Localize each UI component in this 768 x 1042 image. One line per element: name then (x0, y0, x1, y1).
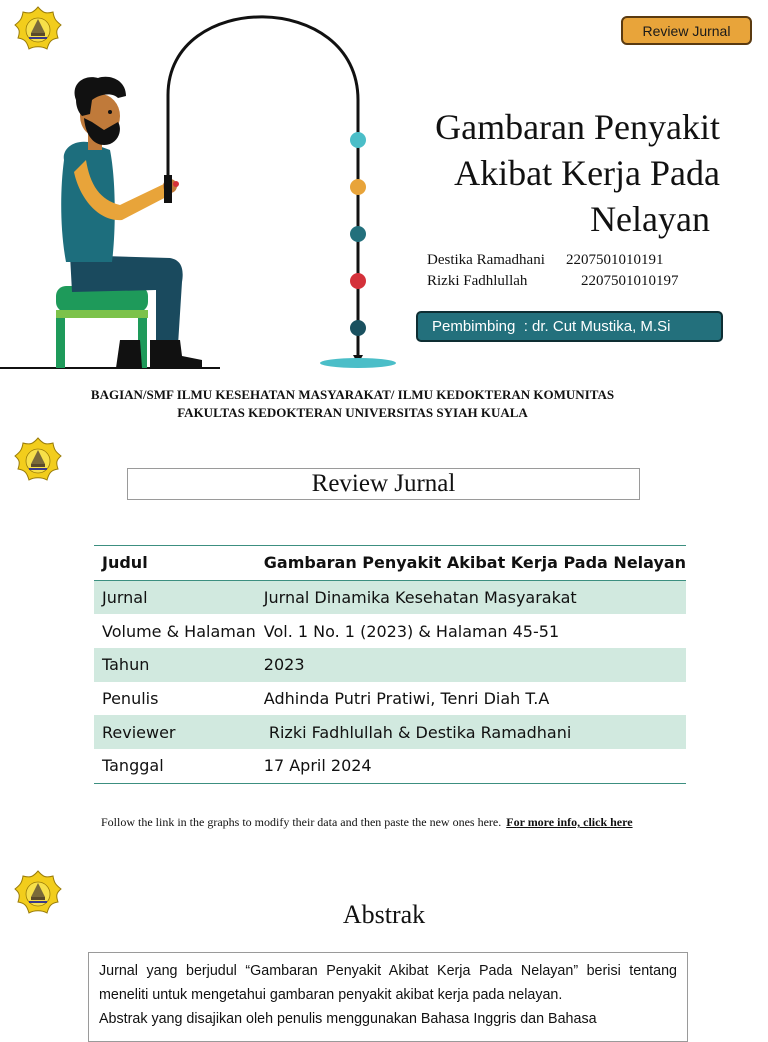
table-value: Rizki Fadhlullah & Destika Ramadhani (256, 715, 686, 749)
table-key: Penulis (102, 689, 159, 709)
abstrak-heading: Abstrak (342, 900, 426, 929)
footnote-text: Follow the link in the graphs to modify their data and then paste the new ones here. (101, 815, 502, 829)
title-line: Gambaran Penyakit (435, 107, 720, 147)
author-name: Rizki Fadhlullah (427, 273, 528, 289)
abstrak-paragraph: Jurnal yang berjudul “Gambaran Penyakit Akibat Kerja Pada Nelayan” berisi tentang meneliti untuk mengetahui gambaran penyakit akibat kerja pada nelayan. (99, 963, 677, 1003)
pembimbing-badge: Pembimbing : dr. Cut Mustika, M.Si (416, 311, 723, 342)
table-key: Reviewer (94, 715, 256, 749)
table-row (94, 715, 686, 749)
table-key: Tahun (94, 648, 256, 682)
footnote (101, 815, 633, 830)
review-heading: Review Jurnal (127, 468, 640, 500)
institution-line: BAGIAN/SMF ILMU KESEHATAN MASYARAKAT/ ILMU KEDOKTERAN KOMUNITAS (90, 387, 615, 402)
table-value: Adhinda Putri Pratiwi, Tenri Diah T.A (263, 689, 550, 709)
table-key: Volume & Halaman (102, 621, 256, 641)
table-key: Tanggal (94, 749, 256, 783)
abstrak-box (88, 952, 688, 1042)
university-logo-icon (14, 437, 62, 485)
title-line: Nelayan (590, 199, 710, 239)
table-value: Vol. 1 No. 1 (2023) & Halaman 45-51 (263, 621, 560, 641)
fisherman-illustration-icon (0, 0, 410, 375)
table-row (94, 580, 686, 614)
table-row (94, 614, 686, 648)
more-info-link[interactable]: For more info, click here (506, 815, 633, 829)
table-row (94, 682, 686, 716)
table-row (94, 648, 686, 682)
table-value: Gambaran Penyakit Akibat Kerja Pada Nelayan (256, 546, 686, 581)
table-key: Judul (94, 546, 256, 581)
author-list (427, 250, 679, 292)
table-value: 2023 (256, 648, 686, 682)
author-name: Destika Ramadhani (427, 252, 545, 268)
table-key: Jurnal (94, 580, 256, 614)
table-row (94, 546, 686, 581)
title-line: Akibat Kerja Pada (454, 153, 720, 193)
table-value: Jurnal Dinamika Kesehatan Masyarakat (256, 580, 686, 614)
author-nim: 2207501010197 (581, 273, 679, 289)
table-row (94, 749, 686, 783)
abstrak-paragraph: Abstrak yang disajikan oleh penulis menggunakan Bahasa Inggris dan Bahasa (99, 1011, 597, 1027)
author-nim: 2207501010191 (566, 252, 664, 268)
author-row (427, 271, 679, 292)
page-title (380, 104, 720, 242)
institution-line: FAKULTAS KEDOKTERAN UNIVERSITAS SYIAH KUALA (177, 405, 528, 420)
author-row (427, 250, 679, 271)
table-value: 17 April 2024 (256, 749, 686, 783)
review-table (94, 545, 686, 784)
review-jurnal-button[interactable]: Review Jurnal (621, 16, 752, 45)
